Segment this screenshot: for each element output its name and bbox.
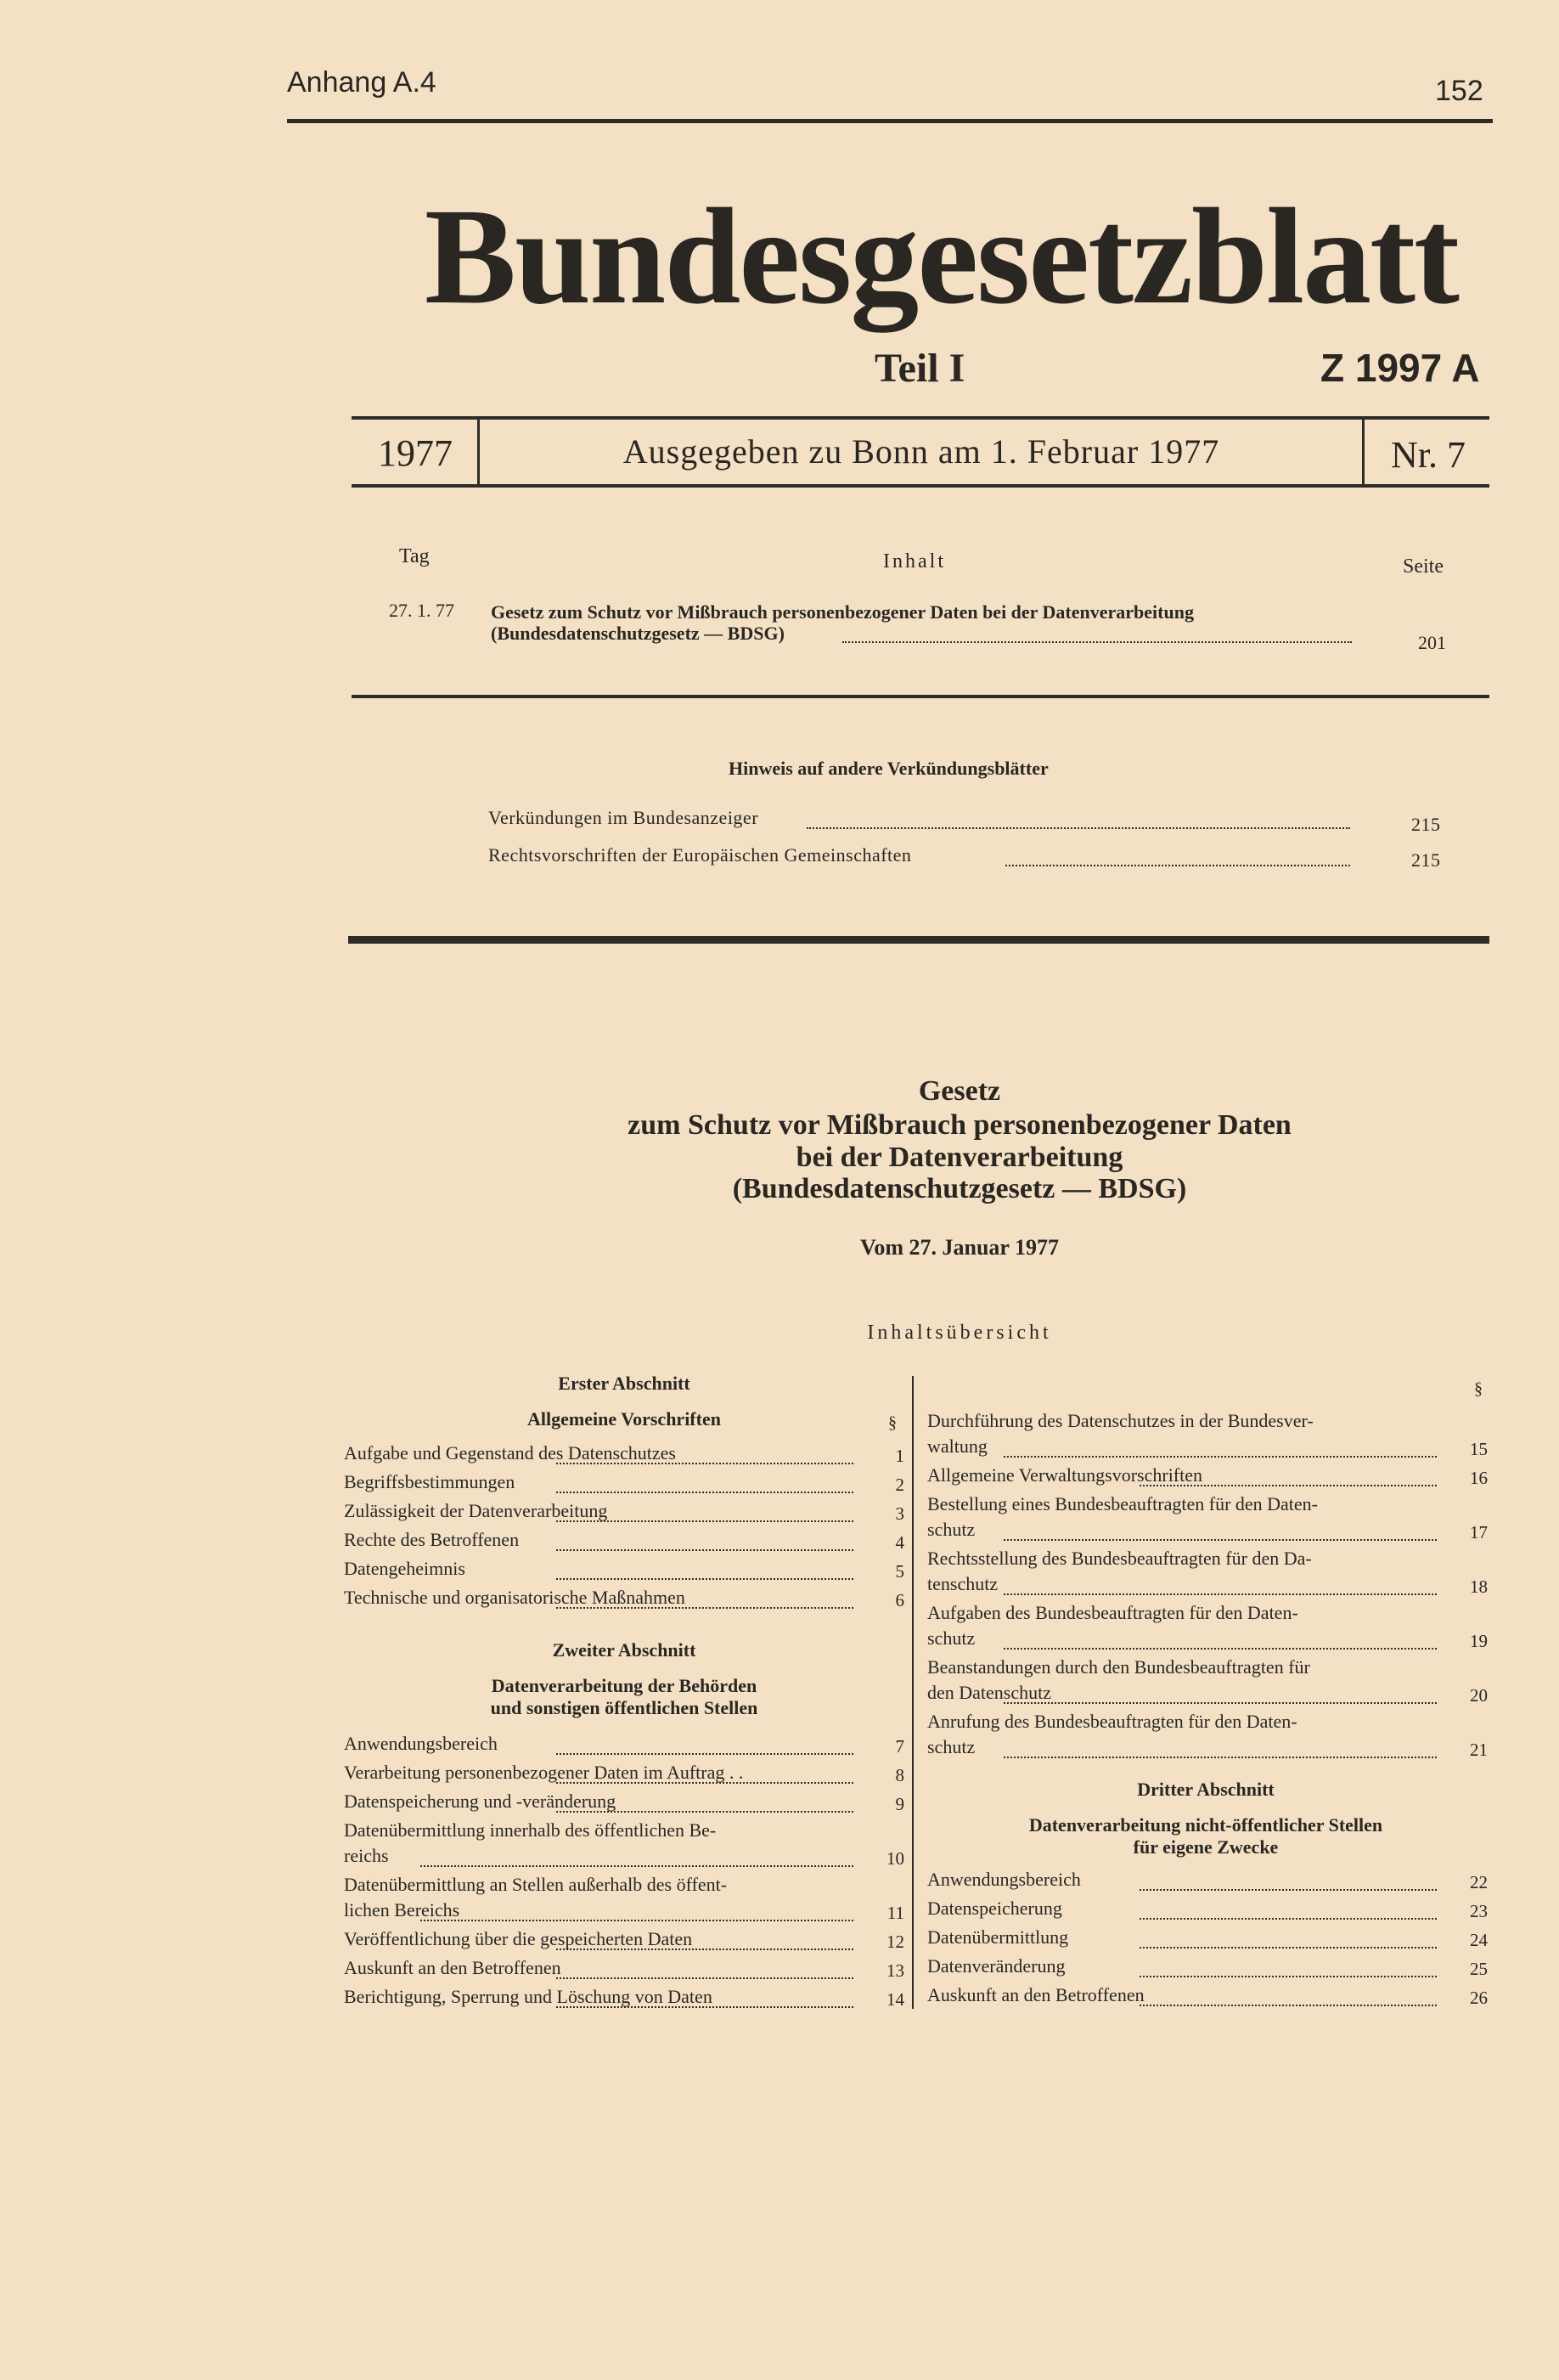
overview-item-label: Technische und organisatorische Maßnahmen (344, 1587, 685, 1608)
overview-item-label: Begriffsbestimmungen (344, 1471, 515, 1492)
leader-dots (556, 1753, 853, 1755)
leader-dots (556, 1811, 853, 1813)
contents-entry-title-line2: (Bundesdatenschutzgesetz — BDSG) (491, 623, 785, 644)
overview-item-label: Berichtigung, Sperrung und Löschung von Daten (344, 1986, 712, 2007)
thick-section-rule (348, 936, 1489, 944)
contents-col-content: Inhalt (883, 550, 946, 572)
contents-col-page: Seite (1403, 556, 1444, 578)
notice-item-label: Verkündungen im Bundesanzeiger (488, 807, 759, 828)
overview-item-number: 10 (886, 1848, 904, 1869)
contents-entry-title: Gesetz zum Schutz vor Mißbrauch personenbezogener Daten bei der Datenverarbeitung (491, 601, 1194, 623)
law-title-line: (Bundesdatenschutzgesetz — BDSG) (732, 1173, 1187, 1204)
overview-item-label: Datenveränderung (927, 1955, 1066, 1977)
page-number: 152 (1435, 75, 1483, 107)
header-rule (287, 119, 1493, 123)
issue-date-line: Ausgegeben zu Bonn am 1. Februar 1977 (622, 432, 1220, 471)
overview-item-label-cont: schutz (927, 1519, 976, 1540)
issue-number: Nr. 7 (1391, 434, 1466, 476)
overview-item-label: Allgemeine Verwaltungsvorschriften (927, 1464, 1203, 1486)
overview-item-number: 8 (895, 1765, 904, 1785)
overview-item-number: 24 (1470, 1930, 1488, 1950)
overview-item-number: 6 (895, 1590, 904, 1610)
overview-item-label: Zulässigkeit der Datenverarbeitung (344, 1500, 608, 1521)
overview-item-number: 15 (1470, 1439, 1488, 1459)
leader-dots (1140, 2005, 1437, 2006)
leader-dots (556, 2006, 853, 2008)
issue-box-bottom-rule (352, 484, 1489, 488)
section-subtitle: Datenverarbeitung der Behörden (491, 1675, 757, 1696)
overview-item-number: 22 (1470, 1872, 1488, 1892)
overview-item-number: 16 (1470, 1468, 1488, 1488)
overview-item-number: 1 (895, 1446, 904, 1466)
law-title-line: bei der Datenverarbeitung (796, 1142, 1123, 1173)
leader-dots (420, 1920, 853, 1921)
law-heading: Gesetz (918, 1075, 1001, 1107)
leader-dots (556, 1607, 853, 1609)
leader-dots (1140, 1918, 1437, 1920)
paragraph-symbol: § (888, 1413, 897, 1432)
column-divider (912, 1376, 914, 2009)
leader-dots (842, 641, 1352, 643)
leader-dots (556, 1549, 853, 1551)
overview-item-number: 5 (895, 1561, 904, 1582)
leader-dots (1004, 1456, 1437, 1458)
leader-dots (807, 827, 1350, 829)
overview-heading: Inhaltsübersicht (867, 1322, 1052, 1344)
overview-item-label: Datenspeicherung und -veränderung (344, 1791, 616, 1812)
masthead-code: Z 1997 A (1320, 346, 1480, 390)
leader-dots (1140, 1889, 1437, 1891)
leader-dots (556, 1520, 853, 1522)
overview-item-label-cont: waltung (927, 1435, 988, 1457)
section-subtitle: und sonstigen öffentlichen Stellen (490, 1697, 758, 1718)
leader-dots (1004, 1648, 1437, 1650)
notice-item-page: 215 (1411, 814, 1441, 835)
running-header-label: Anhang A.4 (287, 66, 436, 99)
leader-dots (556, 1578, 853, 1580)
overview-item-number: 17 (1470, 1522, 1488, 1542)
overview-item-label-cont: reichs (344, 1845, 389, 1866)
masthead-title: Bundesgesetzblatt (425, 181, 1458, 333)
issue-year: 1977 (378, 432, 453, 474)
overview-item-label: Aufgabe und Gegenstand des Datenschutzes (344, 1442, 676, 1464)
leader-dots (1004, 1593, 1437, 1595)
overview-item-label: Anwendungsbereich (344, 1733, 498, 1754)
leader-dots (556, 1977, 853, 1979)
overview-item-label: Beanstandungen durch den Bundesbeauftragten für (927, 1656, 1310, 1678)
overview-item-label: Datengeheimnis (344, 1558, 465, 1579)
contents-rule (352, 695, 1489, 698)
overview-item-number: 25 (1470, 1959, 1488, 1979)
leader-dots (1140, 1485, 1437, 1486)
overview-item-number: 26 (1470, 1988, 1488, 2008)
overview-item-label: Auskunft an den Betroffenen (927, 1984, 1145, 2005)
overview-item-label-cont: schutz (927, 1627, 976, 1649)
overview-item-label: Datenspeicherung (927, 1898, 1062, 1919)
overview-item-number: 7 (895, 1736, 904, 1757)
leader-dots (1004, 1757, 1437, 1758)
overview-item-label: Rechte des Betroffenen (344, 1529, 520, 1550)
section-title: Dritter Abschnitt (1137, 1779, 1275, 1800)
overview-item-number: 9 (895, 1794, 904, 1814)
leader-dots (556, 1782, 853, 1784)
overview-item-label: Anrufung des Bundesbeauftragten für den Daten- (927, 1711, 1297, 1732)
contents-entry-date: 27. 1. 77 (389, 600, 454, 621)
section-subtitle: Datenverarbeitung nicht-öffentlicher Stellen (1028, 1814, 1383, 1836)
overview-item-number: 19 (1470, 1631, 1488, 1651)
issue-box-divider (1362, 420, 1365, 488)
contents-col-date: Tag (399, 545, 430, 567)
section-subtitle: für eigene Zwecke (1133, 1836, 1279, 1858)
overview-item-number: 3 (895, 1503, 904, 1524)
overview-item-number: 11 (886, 1903, 904, 1923)
overview-item-label: Bestellung eines Bundesbeauftragten für den Daten- (927, 1493, 1319, 1514)
leader-dots (1004, 1539, 1437, 1541)
overview-item-label: Auskunft an den Betroffenen (344, 1957, 561, 1978)
section-subtitle: Allgemeine Vorschriften (527, 1408, 721, 1430)
overview-item-label: Verarbeitung personenbezogener Daten im Auftrag . . (344, 1762, 744, 1783)
overview-item-number: 13 (886, 1960, 904, 1981)
overview-item-label: Veröffentlichung über die gespeicherten Daten (344, 1928, 693, 1949)
law-date: Vom 27. Januar 1977 (859, 1235, 1060, 1260)
overview-item-label: Aufgaben des Bundesbeauftragten für den Daten- (927, 1602, 1298, 1623)
notice-item-page: 215 (1411, 849, 1441, 871)
leader-dots (420, 1865, 853, 1867)
overview-item-label-cont: schutz (927, 1736, 976, 1757)
overview-item-number: 21 (1470, 1740, 1488, 1760)
leader-dots (556, 1492, 853, 1493)
law-title-line: zum Schutz vor Mißbrauch personenbezogener Daten (628, 1109, 1292, 1141)
overview-item-label-cont: den Datenschutz (927, 1682, 1051, 1703)
overview-item-number: 23 (1470, 1901, 1488, 1921)
leader-dots (1140, 1976, 1437, 1977)
overview-item-label: Anwendungsbereich (927, 1869, 1081, 1890)
overview-item-number: 18 (1470, 1576, 1488, 1597)
overview-item-number: 2 (895, 1475, 904, 1495)
overview-item-number: 12 (886, 1932, 904, 1952)
leader-dots (1004, 1702, 1437, 1704)
leader-dots (1140, 1947, 1437, 1949)
section-title: Zweiter Abschnitt (552, 1639, 696, 1661)
contents-entry-page: 201 (1418, 632, 1446, 653)
leader-dots (556, 1463, 853, 1464)
leader-dots (556, 1949, 853, 1950)
overview-item-number: 4 (895, 1532, 904, 1553)
overview-item-label: Datenübermittlung innerhalb des öffentlichen Be- (344, 1819, 717, 1841)
overview-item-label-cont: tenschutz (927, 1573, 999, 1594)
section-title: Erster Abschnitt (558, 1373, 690, 1394)
paragraph-symbol: § (1474, 1379, 1483, 1398)
overview-item-number: 14 (886, 1989, 904, 2010)
notice-item-label: Rechtsvorschriften der Europäischen Gemeinschaften (488, 844, 912, 866)
notice-heading: Hinweis auf andere Verkündungsblätter (729, 758, 1049, 779)
overview-item-label: Datenübermittlung (927, 1926, 1069, 1948)
overview-item-label: Datenübermittlung an Stellen außerhalb des öffent- (344, 1874, 728, 1895)
overview-item-label: Rechtsstellung des Bundesbeauftragten für den Da- (927, 1548, 1312, 1569)
overview-item-label-cont: lichen Bereichs (344, 1899, 460, 1920)
overview-item-label: Durchführung des Datenschutzes in der Bundesver- (927, 1410, 1314, 1431)
issue-box-top-rule (352, 416, 1489, 420)
masthead-part: Teil I (875, 346, 965, 391)
leader-dots (1005, 865, 1350, 866)
overview-item-number: 20 (1470, 1685, 1488, 1706)
